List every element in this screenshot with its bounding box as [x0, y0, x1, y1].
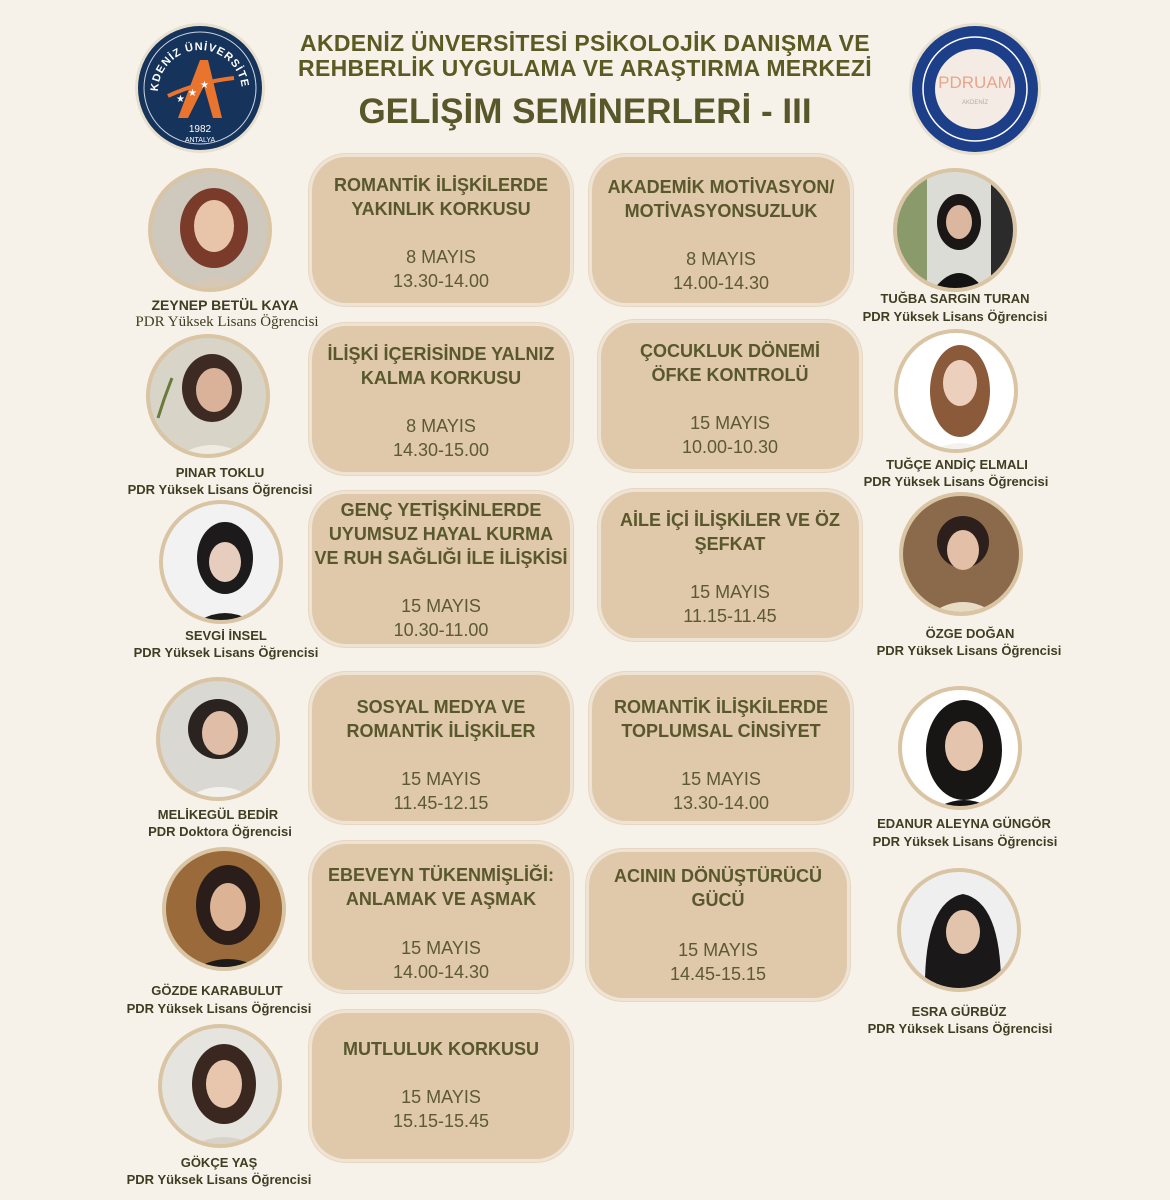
- seminar-topic-line: AKADEMİK MOTİVASYON/: [607, 177, 835, 197]
- seminar-date: 15 MAYIS: [678, 940, 758, 960]
- presenter-role: PDR Yüksek Lisans Öğrencisi: [126, 1172, 312, 1187]
- person-photo-icon: [902, 690, 1022, 810]
- presenter-name: ZEYNEP BETÜL KAYA: [151, 297, 299, 313]
- seminar-topic-line: GÜCÜ: [691, 890, 745, 910]
- seminar-time: 11.45-12.15: [393, 793, 489, 813]
- seminar-date: 8 MAYIS: [406, 247, 476, 267]
- seminar-card: [601, 323, 859, 469]
- pdruam-logo: [912, 26, 1038, 152]
- presenter-name: GÖZDE KARABULUT: [151, 983, 283, 998]
- seminar-time: 14.00-14.30: [672, 273, 770, 293]
- avatar: [894, 329, 1018, 453]
- pdruam-subtext: AKDENİZ: [961, 100, 989, 106]
- seminar-date: 8 MAYIS: [406, 416, 476, 436]
- seminar-card: [592, 675, 850, 821]
- presenter-role: PDR Yüksek Lisans Öğrencisi: [867, 1021, 1053, 1036]
- pdruam-text: PDRUAM: [938, 73, 1012, 92]
- seminar-date: 15 MAYIS: [401, 769, 481, 789]
- person-photo-icon: [162, 1028, 282, 1148]
- person-photo-icon: [903, 496, 1023, 616]
- avatar: [146, 334, 270, 458]
- header-line-2: REHBERLİK UYGULAMA VE ARAŞTIRMA MERKEZİ: [298, 55, 872, 81]
- seminar-time: 15.15-15.45: [392, 1111, 490, 1131]
- seminar-date: 8 MAYIS: [686, 249, 756, 269]
- person-photo-icon: [166, 851, 286, 971]
- presenter-role: PDR Yüksek Lisans Öğrencisi: [876, 643, 1062, 658]
- seminar-topic-line: ŞEFKAT: [694, 534, 766, 554]
- seminar-topic-line: ANLAMAK VE AŞMAK: [345, 889, 537, 909]
- seminar-card: [312, 675, 570, 821]
- seminar-time: 13.30-14.00: [672, 793, 770, 813]
- avatar: [162, 847, 286, 971]
- seminar-time: 14.30-15.00: [392, 440, 490, 460]
- presenter-role: PDR Yüksek Lisans Öğrencisi: [135, 314, 319, 330]
- seminar-topic-line: AİLE İÇİ İLİŞKİLER VE ÖZ: [619, 510, 841, 530]
- person-photo-icon: [152, 172, 272, 292]
- person-photo-icon: [163, 504, 283, 624]
- svg-text:★: ★: [200, 80, 209, 91]
- seminar-date: 15 MAYIS: [690, 582, 770, 602]
- seminar-topic-line: VE RUH SAĞLIĞI İLE İLİŞKİSİ: [314, 548, 568, 568]
- seminar-topic-line: EBEVEYN TÜKENMİŞLİĞİ:: [327, 865, 555, 885]
- seminar-card: [312, 844, 570, 990]
- seminar-topic-line: ROMANTİK İLİŞKİLERDE: [334, 175, 548, 195]
- logo-arc-text: KDENİZ ÜNİVERSİTE: [148, 40, 251, 92]
- seminar-time: 14.00-14.30: [392, 962, 490, 982]
- presenter-name: ÖZGE DOĞAN: [925, 626, 1015, 641]
- seminar-topic-line: KALMA KORKUSU: [360, 368, 522, 388]
- header-line-1: AKDENİZ ÜNVERSİTESİ PSİKOLOJİK DANIŞMA VE: [300, 30, 870, 56]
- logo-year: 1982: [188, 124, 212, 135]
- seminar-card: [601, 492, 859, 638]
- seminar-topic-line: ROMANTİK İLİŞKİLER: [346, 721, 536, 741]
- seminar-topic-line: MOTİVASYONSUZLUK: [624, 201, 818, 221]
- presenter-name: TUĞÇE ANDİÇ ELMALI: [886, 457, 1028, 472]
- person-photo-icon: [897, 172, 1017, 292]
- presenter-role: PDR Yüksek Lisans Öğrencisi: [133, 645, 319, 660]
- seminar-topic-line: ÖFKE KONTROLÜ: [651, 365, 809, 385]
- seminar-date: 15 MAYIS: [401, 596, 481, 616]
- avatar: [158, 1024, 282, 1148]
- avatar: [899, 492, 1023, 616]
- presenter-name: PINAR TOKLU: [175, 465, 265, 480]
- presenter-role: PDR Doktora Öğrencisi: [148, 824, 292, 839]
- seminar-date: 15 MAYIS: [401, 1087, 481, 1107]
- avatar: [156, 677, 280, 801]
- seminar-card: [312, 1013, 570, 1159]
- presenter-name: TUĞBA SARGIN TURAN: [880, 291, 1030, 306]
- seminar-topic-line: ÇOCUKLUK DÖNEMİ: [640, 341, 820, 361]
- presenter-role: PDR Yüksek Lisans Öğrencisi: [872, 834, 1058, 849]
- avatar: [159, 500, 283, 624]
- presenter-role: PDR Yüksek Lisans Öğrencisi: [863, 474, 1049, 489]
- logo-city: ANTALYA: [184, 137, 216, 144]
- seminar-time: 11.15-11.45: [683, 606, 777, 626]
- seminar-topic-line: ROMANTİK İLİŞKİLERDE: [614, 697, 828, 717]
- avatar: [893, 168, 1017, 292]
- seminar-topic-line: YAKINLIK KORKUSU: [351, 199, 531, 219]
- presenter-name: ESRA GÜRBÜZ: [911, 1004, 1007, 1019]
- seminar-time: 10.00-10.30: [681, 437, 779, 457]
- seminar-card: [312, 157, 570, 303]
- seminar-date: 15 MAYIS: [681, 769, 761, 789]
- seminar-time: 10.30-11.00: [393, 620, 489, 640]
- seminar-date: 15 MAYIS: [401, 938, 481, 958]
- svg-text:★: ★: [188, 88, 197, 99]
- presenter-name: GÖKÇE YAŞ: [180, 1155, 258, 1170]
- presenter-name: SEVGİ İNSEL: [185, 628, 267, 643]
- seminar-time: 13.30-14.00: [392, 271, 490, 291]
- seminar-card: [312, 494, 570, 644]
- avatar: [897, 868, 1021, 992]
- akdeniz-university-logo: [138, 26, 262, 150]
- person-photo-icon: [901, 872, 1021, 992]
- seminar-card: [592, 157, 850, 303]
- page-title: GELİŞİM SEMİNERLERİ - III: [358, 92, 812, 131]
- seminar-card: [312, 326, 570, 472]
- seminar-card: [589, 852, 847, 998]
- seminar-topic-line: SOSYAL MEDYA VE: [356, 697, 526, 717]
- person-photo-icon: [898, 333, 1018, 453]
- presenter-role: PDR Yüksek Lisans Öğrencisi: [862, 309, 1048, 324]
- presenter-name: MELİKEGÜL BEDİR: [157, 807, 279, 822]
- avatar: [148, 168, 272, 292]
- seminar-time: 14.45-15.15: [669, 964, 767, 984]
- presenter-role: PDR Yüksek Lisans Öğrencisi: [127, 482, 313, 497]
- avatar: [898, 686, 1022, 810]
- person-photo-icon: [150, 338, 270, 458]
- svg-text:★: ★: [176, 94, 185, 105]
- seminar-topic-line: MUTLULUK KORKUSU: [343, 1039, 539, 1059]
- seminar-topic-line: GENÇ YETİŞKİNLERDE: [340, 500, 542, 520]
- seminar-topic-line: ACININ DÖNÜŞTÜRÜCÜ: [614, 866, 822, 886]
- pdruam-logo-icon: [912, 26, 1038, 152]
- presenter-name: EDANUR ALEYNA GÜNGÖR: [877, 816, 1051, 831]
- seminar-topic-line: TOPLUMSAL CİNSİYET: [621, 721, 821, 741]
- person-photo-icon: [160, 681, 280, 801]
- seminar-topic-line: UYUMSUZ HAYAL KURMA: [328, 524, 554, 544]
- seminar-date: 15 MAYIS: [690, 413, 770, 433]
- seminar-topic-line: İLİŞKİ İÇERİSİNDE YALNIZ: [327, 344, 555, 364]
- presenter-role: PDR Yüksek Lisans Öğrencisi: [126, 1001, 312, 1016]
- akdeniz-logo-icon: [138, 26, 262, 150]
